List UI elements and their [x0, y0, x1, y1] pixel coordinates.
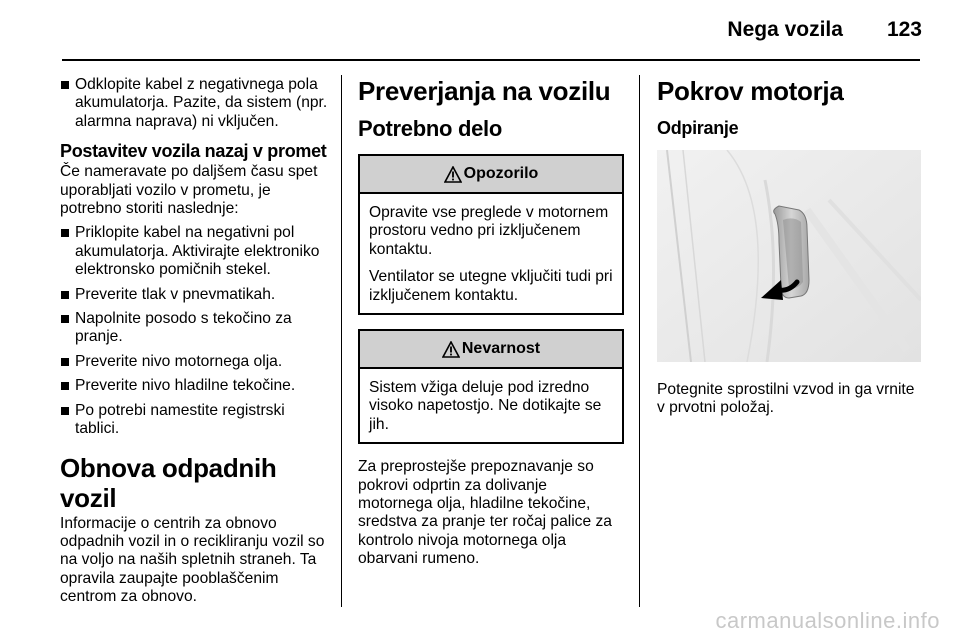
list-item: Napolnite posodo s tekočino za pranje. [60, 310, 332, 347]
bullet-square-icon [61, 315, 69, 323]
bonnet-caption: Potegnite sprostilni vzvod in ga vrnite v prvotni položaj. [657, 381, 915, 417]
bullet-square-icon [61, 407, 69, 415]
warning-triangle-icon [442, 341, 460, 358]
heading-recommission: Postavitev vozila nazaj v promet [60, 141, 327, 162]
list-item: Preverite nivo motornega olja. [60, 353, 332, 371]
checks-body-text: Za preprostejše prepoznavanje so pokrovi odprtin za dolivanje motornega olja, hladilne tekočine, sredstva za pranje ter ročaj palice za kontrolo nivoja motornega olja obarvani rumeno. [358, 458, 612, 568]
warning-triangle-icon [444, 166, 462, 183]
column-right [657, 76, 923, 418]
column-middle [358, 76, 624, 569]
warning-paragraph: Opravite vse preglede v motornem prostoru vedno pri izključenem kontaktu. [369, 204, 609, 258]
bullet-square-icon [61, 81, 69, 89]
warning-box [358, 154, 624, 315]
list-item: Po potrebi namestite registrski tablici. [60, 402, 332, 439]
warning-box-body [360, 194, 622, 313]
heading-opening: Odpiranje [657, 118, 739, 138]
bonnet-release-lever-illustration [657, 150, 921, 362]
warning-paragraph: Ventilator se utegne vključiti tudi pri izključenem kontaktu. [369, 268, 613, 304]
page-number: 123 [886, 18, 922, 41]
danger-box-body [360, 369, 622, 442]
danger-box [358, 329, 624, 444]
header-rule [62, 59, 920, 61]
heading-bonnet: Pokrov motorja [657, 76, 844, 106]
bullet-square-icon [61, 382, 69, 390]
column-left [60, 76, 332, 607]
recycling-text: Informacije o centrih za obnovo odpadnih vozil in o recikliranju vozil so na voljo na naših spletnih straneh. Ta opravila zaupajte pooblaščenim centrom za obnovo. [60, 514, 325, 606]
column-divider [639, 75, 640, 607]
bullet-square-icon [61, 229, 69, 237]
list-item: Priklopite kabel na negativni pol akumulatorja. Aktivirajte elektroniko elektronsko pomičnih stekel. [60, 224, 332, 279]
bullet-square-icon [61, 358, 69, 366]
danger-paragraph: Sistem vžiga deluje pod izredno visoko napetostjo. Ne dotikajte se jih. [369, 379, 602, 433]
bullet-list-top [60, 76, 332, 131]
recommission-intro: Če nameravate po daljšem času spet uporabljati vozilo v prometu, je potrebno storiti naslednje: [60, 163, 318, 218]
list-item: Odklopite kabel z negativnega pola akumulatorja. Pazite, da sistem (npr. alarmna naprava) ni vključen. [60, 76, 332, 131]
warning-box-title: Opozorilo [463, 165, 539, 182]
warning-box-header [360, 156, 622, 194]
list-item: Preverite nivo hladilne tekočine. [60, 377, 332, 395]
heading-recycling: Obnova odpadnih vozil [60, 452, 277, 513]
column-divider [341, 75, 342, 607]
danger-box-header [360, 331, 622, 369]
page-header [727, 18, 922, 42]
heading-checks: Preverjanja na vozilu [358, 76, 611, 106]
danger-box-title: Nevarnost [461, 340, 541, 358]
list-item: Preverite tlak v pnevmatikah. [60, 286, 332, 304]
watermark: carmanualsonline.info [715, 608, 940, 633]
bullet-list-recommission [60, 224, 332, 438]
bullet-square-icon [61, 291, 69, 299]
heading-work: Potrebno delo [358, 116, 502, 141]
section-title: Nega vozila [727, 18, 843, 41]
